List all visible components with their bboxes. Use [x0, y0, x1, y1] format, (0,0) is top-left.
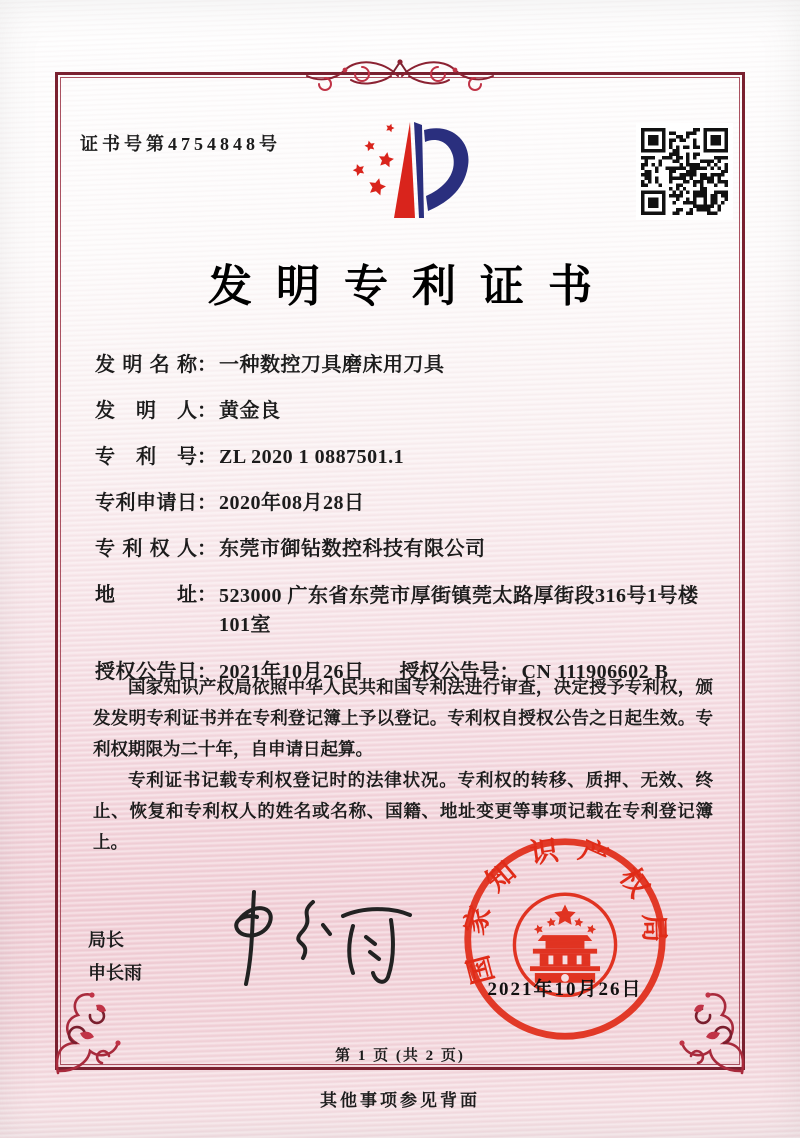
cnipa-seal-icon: [458, 832, 672, 1046]
field-label: 专利号: [95, 446, 197, 468]
field-row-filing-date: [95, 490, 720, 517]
field-row-patent-number: [95, 444, 720, 471]
field-colon: ：: [197, 492, 217, 514]
field-value: 2020年08月28日: [219, 492, 365, 514]
frame-top-scroll-ornament-icon: [295, 50, 505, 100]
cnipa-logo-icon: [326, 98, 476, 236]
field-colon: ：: [499, 661, 520, 683]
field-label: 地址: [95, 584, 197, 606]
field-row-invention-name: [95, 352, 720, 379]
field-label: 专利申请日: [95, 492, 197, 514]
seal-text: 国家知识产权局: [458, 833, 670, 987]
field-label: 发明人: [95, 400, 197, 422]
certificate-title: 发明专利证书: [208, 262, 616, 311]
legal-paragraph: 国家知识产权局依照中华人民共和国专利法进行审查，决定授予专利权，颁发发明专利证书并在专利登记簿上予以登记。专利权自授权公告之日起生效。专利权期限为二十年，自申请日起算。: [93, 677, 713, 759]
signer-title: 局长: [88, 930, 124, 950]
field-colon: ：: [197, 661, 217, 683]
field-label: 专利权人: [95, 538, 197, 560]
field-colon: ：: [197, 446, 217, 468]
seal-date: 2021年10月26日: [487, 979, 643, 1000]
shen-changyu-signature-icon: [195, 880, 440, 992]
field-row-patentee: [95, 536, 720, 563]
grant-number-value: CN 111906602 B: [521, 661, 669, 683]
field-label: 授权公告日: [95, 661, 197, 683]
field-colon: ：: [197, 584, 217, 606]
field-value: 黄金良: [219, 400, 281, 422]
legal-paragraph: 专利证书记载专利权登记时的法律状况。专利权的转移、质押、无效、终止、恢复和专利权人的姓名或名称、国籍、地址变更等事项记载在专利登记簿上。: [93, 770, 713, 852]
grant-date-value: 2021年10月26日: [219, 661, 365, 683]
legal-text: [93, 672, 713, 858]
signer-name: 申长雨: [88, 963, 142, 983]
field-colon: ：: [197, 400, 217, 422]
field-value: ZL 2020 1 0887501.1: [219, 446, 405, 468]
signer-block: [88, 924, 142, 990]
field-value: 东莞市御钻数控科技有限公司: [219, 538, 486, 560]
field-value: 一种数控刀具磨床用刀具: [219, 354, 445, 376]
field-row-inventor: [95, 398, 720, 425]
qr-code: [636, 123, 733, 220]
field-colon: ：: [197, 354, 217, 376]
field-colon: ：: [197, 538, 217, 560]
field-list: [95, 352, 720, 686]
certificate-number: 证书号第4754848号: [80, 134, 281, 154]
back-side-note: 其他事项参见背面: [320, 1091, 480, 1110]
field-label: 发明名称: [95, 354, 197, 376]
field-value: 523000 广东省东莞市厚街镇莞太路厚街段316号1号楼101室: [219, 585, 699, 636]
field-row-address: [95, 582, 720, 640]
field-label: 授权公告号: [399, 661, 500, 683]
page-indicator: 第 1 页 (共 2 页): [335, 1048, 465, 1064]
